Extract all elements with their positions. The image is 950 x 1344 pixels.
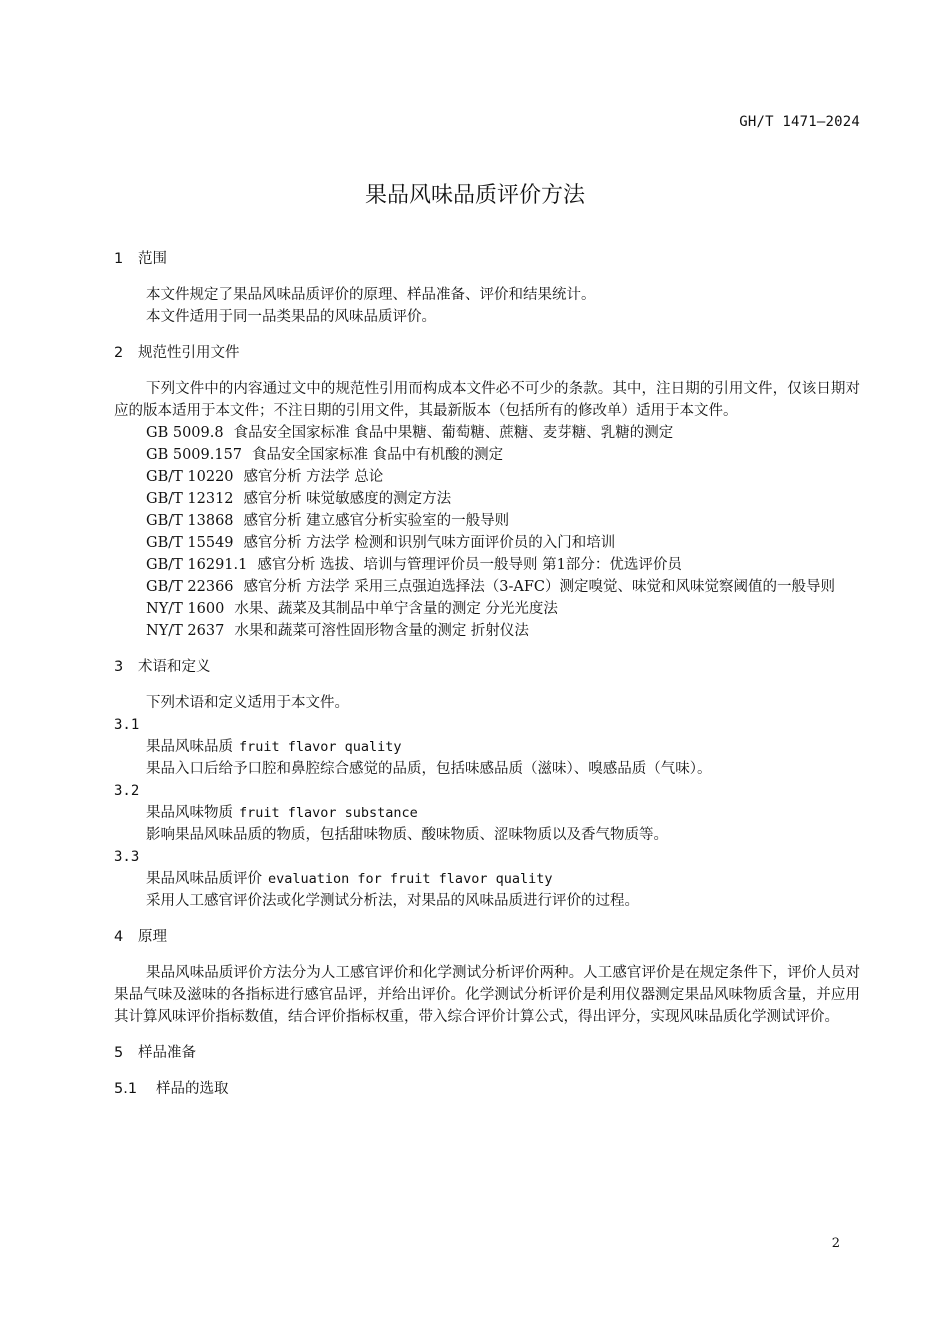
reference-item: [114, 598, 860, 620]
section-number: 3: [114, 659, 124, 675]
reference-item: [114, 554, 860, 576]
section-number: 2: [114, 345, 124, 361]
reference-code: NY/T 2637: [146, 623, 225, 639]
term-name: [114, 868, 860, 890]
terms-intro: 下列术语和定义适用于本文件。: [146, 695, 349, 711]
reference-code: GB 5009.8: [146, 425, 224, 441]
term-number: 3.2: [114, 783, 140, 799]
term-name-en: evaluation for fruit flavor quality: [268, 871, 553, 887]
page-number: 2: [831, 1236, 840, 1251]
reference-code: NY/T 1600: [146, 601, 225, 617]
term-name-cn: 果品风味品质评价: [146, 871, 262, 887]
reference-title: 水果、蔬菜及其制品中单宁含量的测定 分光光度法: [234, 601, 558, 617]
reference-code: GB/T 22366: [146, 579, 234, 595]
section-number: 5: [114, 1045, 124, 1061]
section-title: 样品准备: [138, 1045, 196, 1061]
subsection-title: 样品的选取: [156, 1081, 229, 1097]
section-title: 规范性引用文件: [138, 345, 240, 361]
reference-title: 食品安全国家标准 食品中有机酸的测定: [252, 447, 504, 463]
section-heading-terms: [114, 656, 860, 678]
section-title: 原理: [138, 929, 167, 945]
reference-item: [114, 510, 860, 532]
section-number: 4: [114, 929, 124, 945]
document-body: [114, 248, 860, 1100]
standard-code: GH/T 1471—2024: [739, 114, 860, 130]
term-definition: 果品入口后给予口腔和鼻腔综合感觉的品质，包括味感品质（滋味）、嗅感品质（气味）。: [146, 761, 712, 777]
reference-item: [114, 620, 860, 642]
reference-code: GB/T 10220: [146, 469, 234, 485]
reference-code: GB/T 13868: [146, 513, 234, 529]
reference-title: 食品安全国家标准 食品中果糖、葡萄糖、蔗糖、麦芽糖、乳糖的测定: [233, 425, 674, 441]
section-title: 范围: [138, 251, 167, 267]
reference-code: GB 5009.157: [146, 447, 243, 463]
reference-title: 水果和蔬菜可溶性固形物含量的测定 折射仪法: [234, 623, 529, 639]
term-name-cn: 果品风味品质: [146, 739, 233, 755]
term-name-en: fruit flavor quality: [239, 739, 402, 755]
references-intro: 下列文件中的内容通过文中的规范性引用而构成本文件必不可少的条款。其中，注日期的引用文件，仅该日期对应的版本适用于本文件；不注日期的引用文件，其最新版本（包括所有的修改单）适用于本文件。: [114, 381, 860, 419]
principle-paragraph: 果品风味品质评价方法分为人工感官评价和化学测试分析评价两种。人工感官评价是在规定条件下，评价人员对果品气味及滋味的各指标进行感官品评，并给出评价。化学测试分析评价是利用仪器测定果品风味物质含量，并应用其计算风味评价指标数值，结合评价指标权重，带入综合评价计算公式，得出评分，实现风味品质化学测试评价。: [114, 965, 860, 1025]
reference-item: [114, 576, 860, 598]
reference-title: 感官分析 方法学 采用三点强迫选择法（3-AFC）测定嗅觉、味觉和风味觉察阈值的一般导则: [243, 579, 835, 595]
section-title: 术语和定义: [138, 659, 211, 675]
reference-title: 感官分析 味觉敏感度的测定方法: [243, 491, 452, 507]
term-number: 3.1: [114, 717, 140, 733]
reference-item: [114, 488, 860, 510]
reference-item: [114, 422, 860, 444]
term-name-en: fruit flavor substance: [239, 805, 418, 821]
section-heading-scope: [114, 248, 860, 270]
reference-code: GB/T 12312: [146, 491, 234, 507]
term-number: 3.3: [114, 849, 140, 865]
reference-title: 感官分析 方法学 总论: [243, 469, 384, 485]
reference-item: [114, 444, 860, 466]
section-heading-sample-preparation: [114, 1042, 860, 1064]
reference-item: [114, 466, 860, 488]
reference-title: 感官分析 建立感官分析实验室的一般导则: [243, 513, 510, 529]
reference-item: [114, 532, 860, 554]
reference-title: 感官分析 选拔、培训与管理评价员一般导则 第1部分：优选评价员: [257, 557, 682, 573]
scope-paragraph-1: 本文件规定了果品风味品质评价的原理、样品准备、评价和结果统计。: [146, 287, 596, 303]
section-heading-normative-references: [114, 342, 860, 364]
section-number: 1: [114, 251, 124, 267]
term-definition: 影响果品风味品质的物质，包括甜味物质、酸味物质、涩味物质以及香气物质等。: [146, 827, 668, 843]
scope-paragraph-2: 本文件适用于同一品类果品的风味品质评价。: [146, 309, 436, 325]
term-definition: 采用人工感官评价法或化学测试分析法，对果品的风味品质进行评价的过程。: [146, 893, 639, 909]
section-heading-principle: [114, 926, 860, 948]
term-name: [114, 802, 860, 824]
subsection-number: 5.1: [114, 1081, 138, 1097]
reference-code: GB/T 15549: [146, 535, 234, 551]
document-title: 果品风味品质评价方法: [364, 183, 585, 208]
term-name: [114, 736, 860, 758]
subsection-heading-sample-selection: [114, 1078, 860, 1100]
reference-code: GB/T 16291.1: [146, 557, 248, 573]
reference-title: 感官分析 方法学 检测和识别气味方面评价员的入门和培训: [243, 535, 616, 551]
term-name-cn: 果品风味物质: [146, 805, 233, 821]
